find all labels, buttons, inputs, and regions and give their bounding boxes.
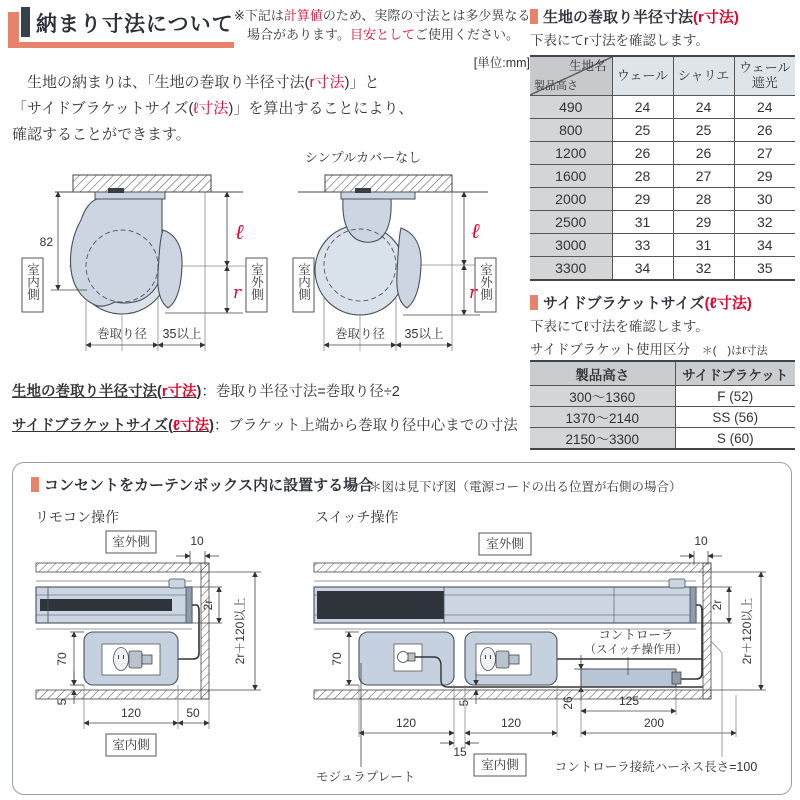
- min35-label: 35以上: [404, 327, 444, 341]
- dim-50: 50: [186, 706, 200, 720]
- intro-l-dim: ℓ寸法: [193, 100, 229, 117]
- cell: 490: [530, 96, 612, 119]
- section-title-text: 生地の巻取り半径寸法: [543, 9, 694, 26]
- note-text: ※下記は: [234, 8, 284, 23]
- dim-200: 200: [643, 716, 665, 730]
- corner-cell: [530, 56, 612, 96]
- cell: SS (56): [675, 407, 795, 428]
- def-text: ：巻取り半径寸法=巻取り径÷2: [201, 384, 400, 400]
- table-row: [530, 257, 795, 281]
- diagram-remote: [26, 525, 296, 787]
- cell: 3300: [530, 257, 612, 281]
- l-section-title: [530, 292, 752, 313]
- wall-hatch-top: [36, 563, 209, 572]
- table-row: [530, 428, 795, 450]
- cell: 29: [612, 188, 673, 211]
- section-bullet: [530, 9, 538, 24]
- cell: 27: [734, 142, 795, 165]
- rail-end-cap: [690, 587, 696, 623]
- intro-text: 生地の納まりは、「生地の巻取り半径寸法(: [12, 74, 310, 91]
- bottom-title-text: コンセントをカーテンボックス内に設置する場合: [44, 477, 374, 494]
- unit-label: [単位:mm]: [473, 56, 530, 70]
- table-row: [530, 96, 795, 119]
- cell: 2500: [530, 211, 612, 234]
- cell: 2000: [530, 188, 612, 211]
- cell: 25: [673, 119, 734, 142]
- intro-text: )」と: [344, 74, 380, 91]
- cell: 31: [612, 211, 673, 234]
- cell: F (52): [675, 386, 795, 407]
- cell: 3000: [530, 234, 612, 257]
- dim-120: 120: [395, 716, 417, 730]
- indoor-label: 室内側: [481, 758, 519, 772]
- page-title-block: [8, 4, 234, 48]
- usage-text: サイドブラケット使用区分: [530, 342, 690, 357]
- dim-5: 5: [55, 698, 69, 706]
- accent-bar: [8, 12, 19, 42]
- note-text: のため、実際の寸法とは多少異なる: [322, 8, 531, 23]
- dim-10: 10: [190, 534, 204, 548]
- cell: 32: [673, 257, 734, 281]
- rail-end-cap: [186, 587, 192, 623]
- dim-26: 26: [561, 696, 575, 710]
- rail-motor: [317, 591, 444, 619]
- accent-bar-dark: [21, 7, 30, 37]
- cell: 1600: [530, 165, 612, 188]
- bottom-section-note: ＊図は見下げ図（電源コードの出る位置が右側の場合）: [369, 480, 682, 494]
- outlet-install-section: [12, 462, 792, 795]
- table-row: [530, 234, 795, 257]
- l-definition: [12, 414, 518, 435]
- cell: 300～1360: [530, 386, 675, 407]
- outlet-face: [481, 648, 496, 671]
- col-header: ウェール: [612, 56, 673, 96]
- mount-tab: [108, 188, 124, 193]
- dim-l: ℓ: [235, 220, 244, 244]
- def-r-dim: r寸法: [161, 384, 197, 400]
- table-row: [530, 407, 795, 428]
- switch-diagram-title: スイッチ操作: [315, 509, 399, 525]
- intro-paragraph: [12, 70, 527, 148]
- outlet-face: [114, 648, 129, 671]
- note-red-text: 目安として: [349, 26, 415, 42]
- table-row: [530, 142, 795, 165]
- note-red-text: 計算値: [283, 8, 323, 23]
- cell: 29: [673, 211, 734, 234]
- rail-connector: [669, 579, 685, 588]
- corner-bottom-label: 製品高さ: [534, 80, 578, 93]
- rail-connector: [169, 579, 185, 588]
- cell: 26: [673, 142, 734, 165]
- wall-hatch-bottom: [36, 690, 209, 699]
- table-header-row: [530, 56, 795, 96]
- table-header-row: [530, 361, 795, 386]
- dim-5: 5: [457, 699, 471, 707]
- min35-label: 35以上: [162, 327, 202, 341]
- mount-plate: [95, 192, 165, 199]
- r-section-subtitle: 下表にてr寸法を確認します。: [530, 33, 709, 48]
- ceiling-hatch: [325, 175, 452, 192]
- cell: 26: [612, 142, 673, 165]
- outdoor-label: 室外側: [249, 263, 264, 301]
- winding-dia-label: 巻取り径: [96, 327, 148, 341]
- cell: 24: [612, 96, 673, 119]
- mount-tab: [355, 188, 371, 193]
- cell: 24: [673, 96, 734, 119]
- wall-hatch-bottom: [314, 690, 711, 699]
- dim-70: 70: [330, 652, 344, 666]
- cell: 1370～2140: [530, 407, 675, 428]
- outdoor-label: 室外側: [486, 537, 524, 551]
- dim-2r: 2r: [710, 599, 724, 611]
- outdoor-label: 室外側: [478, 263, 493, 301]
- rail-core: [40, 599, 172, 611]
- def-text: ：ブラケット上端から巻取り径中心までの寸法: [213, 418, 518, 434]
- dim-2r120: 2r＋120以上: [233, 597, 247, 665]
- fabric-strip: [158, 230, 182, 308]
- section-title-text: サイドブラケットサイズ: [543, 295, 705, 312]
- table-row: [530, 211, 795, 234]
- cell: 800: [530, 119, 612, 142]
- no-cover-title: シンプルカバーなし: [304, 150, 422, 165]
- bracket-table: [530, 360, 795, 450]
- table-row: [530, 165, 795, 188]
- remote-diagram-title: リモコン操作: [35, 509, 119, 525]
- diagram-cover-section: [15, 146, 270, 371]
- def-text: ): [196, 384, 202, 400]
- dim-r: r: [233, 283, 242, 303]
- def-l-dim: ℓ寸法: [173, 418, 210, 434]
- indoor-label: 室内側: [112, 738, 150, 752]
- ceiling-hatch: [73, 175, 211, 192]
- table-row: [530, 119, 795, 142]
- col-header: 製品高さ: [530, 361, 675, 386]
- r-dimension-table: [530, 55, 795, 281]
- dim-125: 125: [618, 694, 640, 708]
- diagram-switch: [304, 525, 789, 787]
- cell: 35: [734, 257, 795, 281]
- harness-label: コントローラ接続ハーネス長さ=100: [554, 760, 758, 774]
- note-text: 場合があります。: [247, 26, 350, 42]
- def-text: ): [209, 418, 214, 434]
- mount-plate: [341, 192, 415, 199]
- cell: 30: [734, 188, 795, 211]
- intro-text: 確認することができます。: [12, 126, 191, 143]
- def-text: 生地の巻取り半径寸法(: [12, 384, 162, 400]
- diagram-no-cover: [268, 146, 518, 371]
- bracket-usage-line: [530, 338, 768, 358]
- outdoor-label: 室外側: [112, 535, 150, 549]
- plug-body: [496, 651, 509, 668]
- dim-l: ℓ: [471, 219, 480, 243]
- dim-70: 70: [55, 652, 69, 666]
- r-section-title: [530, 6, 739, 27]
- cell: 33: [612, 234, 673, 257]
- section-title-red: (ℓ寸法): [704, 295, 752, 312]
- col-header: シャリエ: [673, 56, 734, 96]
- page-title: 納まり寸法について: [36, 13, 234, 36]
- bottom-section-title: [31, 474, 373, 495]
- cell: 34: [612, 257, 673, 281]
- cell: 28: [673, 188, 734, 211]
- section-title-red: (r寸法): [693, 9, 739, 26]
- cell: 27: [673, 165, 734, 188]
- controller-connector: [672, 672, 681, 684]
- cell: 25: [612, 119, 673, 142]
- cell: 32: [734, 211, 795, 234]
- dim-82: 82: [39, 235, 53, 249]
- section-bullet: [31, 477, 39, 492]
- table-row: [530, 386, 795, 407]
- cell: 28: [612, 165, 673, 188]
- corner-top-label: 生地名: [568, 59, 607, 73]
- dim-2r120: 2r＋120以上: [740, 597, 754, 665]
- table-row: [530, 188, 795, 211]
- cell: 2150～3300: [530, 428, 675, 450]
- col-header: サイドブラケット: [675, 361, 795, 386]
- l-section-subtitle: 下表にてℓ寸法を確認します。: [530, 319, 709, 334]
- def-text: サイドブラケットサイズ(: [12, 418, 173, 434]
- r-definition: [12, 380, 400, 401]
- controller-sublabel: （スイッチ操作用）: [584, 644, 688, 656]
- wall-hatch-top: [314, 563, 711, 572]
- cell: 29: [734, 165, 795, 188]
- indoor-label: 室内側: [296, 263, 311, 301]
- wall-hatch-right: [201, 563, 209, 699]
- indoor-label: 室内側: [25, 263, 40, 301]
- cell: 24: [734, 96, 795, 119]
- wall-hatch-right: [703, 563, 711, 699]
- plug-neck: [509, 655, 519, 664]
- col-header: ウェール遮光: [734, 56, 795, 96]
- title-underline: [8, 42, 234, 48]
- usage-note: ＊( )はℓ寸法: [701, 345, 768, 357]
- dim-r: r: [469, 283, 478, 303]
- modular-jack: [398, 652, 409, 663]
- plug-body: [129, 651, 142, 668]
- dim-10: 10: [694, 534, 708, 548]
- cell: 34: [734, 234, 795, 257]
- fabric-strip: [397, 228, 421, 308]
- winding-dia-label: 巻取り径: [334, 327, 386, 341]
- intro-text: 「サイドブラケットサイズ(: [12, 100, 194, 117]
- controller-box: [581, 669, 676, 687]
- cell: 26: [734, 119, 795, 142]
- intro-text: )」を算出することにより、: [228, 100, 414, 117]
- dim-120: 120: [500, 716, 522, 730]
- header-note: [234, 7, 534, 45]
- controller-label: コントローラ: [598, 628, 674, 642]
- cell: 31: [673, 234, 734, 257]
- section-bullet: [530, 295, 538, 310]
- cell: 1200: [530, 142, 612, 165]
- intro-r-dim: r寸法: [309, 74, 345, 91]
- dim-120: 120: [120, 706, 142, 720]
- plug-neck: [142, 655, 152, 664]
- dim-2r: 2r: [201, 599, 215, 611]
- modular-plate-label: モジュラプレート: [316, 770, 416, 784]
- dim-15: 15: [453, 745, 467, 759]
- cell: S (60): [675, 428, 795, 450]
- note-text: ご使用ください。: [414, 26, 519, 42]
